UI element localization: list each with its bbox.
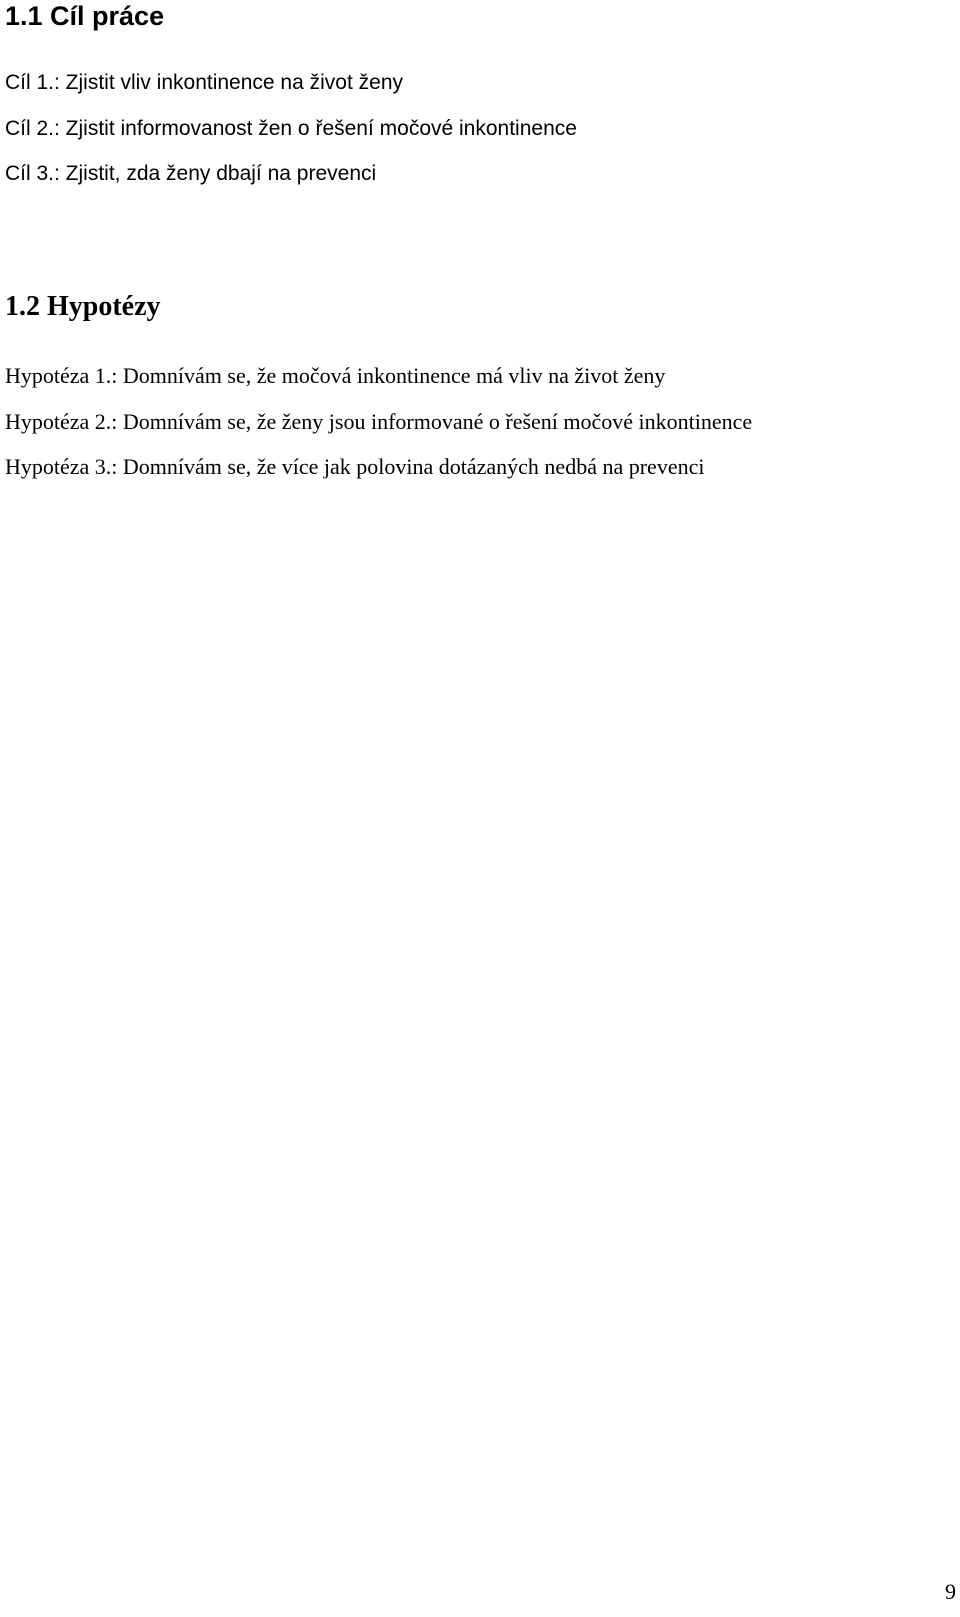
goal-text-3: : Zjistit, zda ženy dbají na prevenci xyxy=(54,162,377,185)
goal-text-2: : Zjistit informovanost žen o řešení močové inkontinence xyxy=(54,117,577,140)
goal-label-1: Cíl 1. xyxy=(5,71,55,94)
goal-line-2 xyxy=(5,116,577,142)
hypotheses-heading: 1.2 Hypotézy xyxy=(5,291,161,322)
hypothesis-text-1: : Domnívám se, že močová inkontinence má vliv na život ženy xyxy=(111,363,666,388)
hypothesis-line-1 xyxy=(5,363,665,389)
goal-label-3: Cíl 3. xyxy=(5,162,55,185)
page-number: 9 xyxy=(945,1579,956,1604)
hypothesis-line-3 xyxy=(5,454,704,480)
goal-label-2: Cíl 2. xyxy=(5,117,55,140)
hypothesis-text-3: : Domnívám se, že více jak polovina dotázaných nedbá na prevenci xyxy=(111,454,705,479)
goal-line-3 xyxy=(5,161,376,187)
goals-heading: 1.1 Cíl práce xyxy=(5,1,165,31)
hypothesis-label-2: Hypotéza 2. xyxy=(5,409,112,434)
hypothesis-label-3: Hypotéza 3. xyxy=(5,454,112,479)
goal-line-1 xyxy=(5,70,403,96)
hypothesis-label-1: Hypotéza 1. xyxy=(5,363,112,388)
hypothesis-line-2 xyxy=(5,409,752,435)
hypothesis-text-2: : Domnívám se, že ženy jsou informované o řešení močové inkontinence xyxy=(111,409,753,434)
goal-text-1: : Zjistit vliv inkontinence na život ženy xyxy=(54,71,403,94)
